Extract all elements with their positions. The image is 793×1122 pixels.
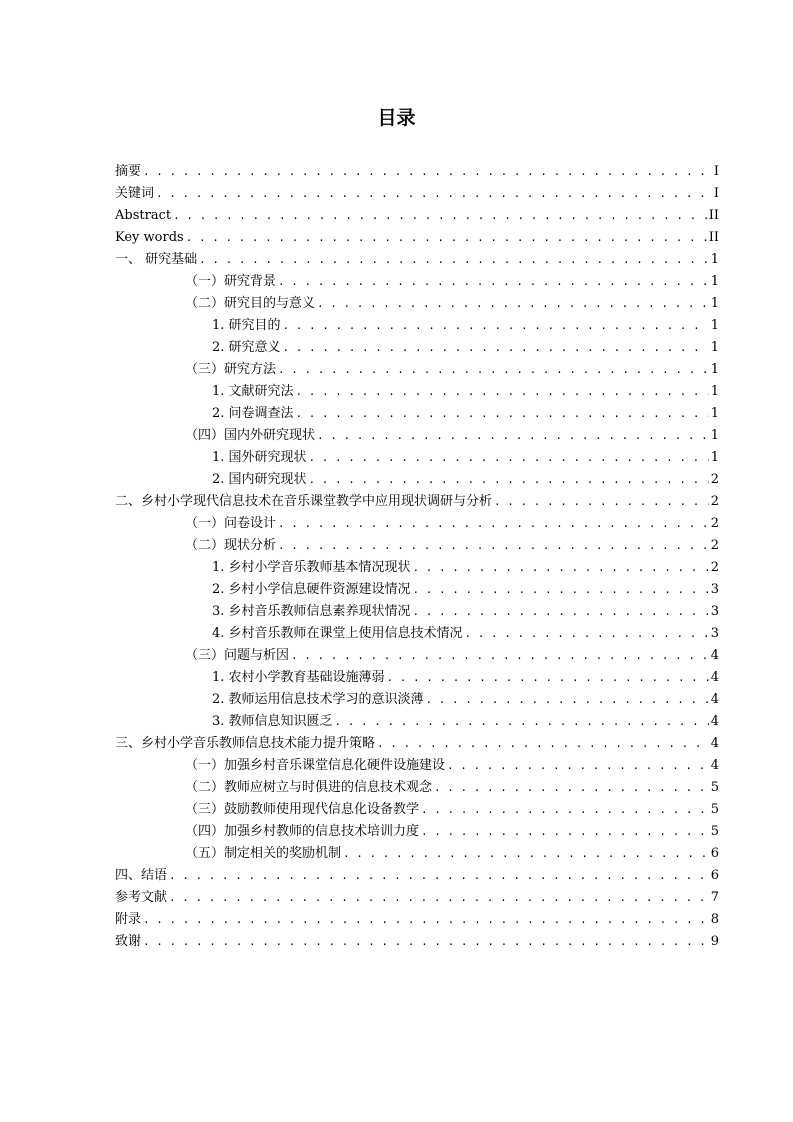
dot-leader <box>309 469 709 491</box>
toc-entry-label: （四）国内外研究现状 <box>185 428 316 443</box>
toc-entry-label: 四、结语 <box>115 868 168 883</box>
toc-entry[interactable] <box>115 161 719 183</box>
toc-entry-label: 一、 研究基础 <box>115 252 198 267</box>
toc-entry-page-number: 4 <box>710 692 719 707</box>
toc-entry[interactable] <box>115 381 719 403</box>
toc-entry-page-number: 1 <box>710 406 719 421</box>
dot-leader <box>343 843 709 865</box>
dot-leader <box>199 249 709 271</box>
toc-entry[interactable] <box>115 425 719 447</box>
toc-entry-page-number: 5 <box>710 824 719 839</box>
toc-entry-label: 3. 教师信息知识匮乏 <box>212 714 333 729</box>
toc-entry[interactable] <box>115 799 719 821</box>
toc-entry-label: 1. 文献研究法 <box>212 384 294 399</box>
page-title: 目录 <box>377 107 416 129</box>
toc-entry[interactable] <box>115 249 719 271</box>
dot-leader <box>278 359 709 381</box>
toc-entry-label: 致谢 <box>115 934 142 949</box>
toc-entry[interactable] <box>115 909 719 931</box>
toc-entry-page-number: 4 <box>710 714 719 729</box>
toc-entry[interactable] <box>115 359 719 381</box>
toc-entry-page-number: 1 <box>710 318 719 333</box>
toc-entry-page-number: I <box>713 164 719 179</box>
toc-entry-page-number: 2 <box>710 560 719 575</box>
dot-leader <box>283 315 709 337</box>
toc-entry-page-number: 2 <box>710 494 719 509</box>
toc-entry-page-number: 4 <box>710 758 719 773</box>
toc-entry-page-number: 8 <box>710 912 719 927</box>
toc-entry[interactable] <box>115 535 719 557</box>
toc-entry-label: 关键词 <box>115 186 155 201</box>
toc-entry-label: 1. 国外研究现状 <box>212 450 307 465</box>
toc-entry[interactable] <box>115 293 719 315</box>
toc-entry[interactable] <box>115 623 719 645</box>
dot-leader <box>434 777 709 799</box>
toc-entry-label: （二）研究目的与意义 <box>185 296 316 311</box>
toc-entry[interactable] <box>115 513 719 535</box>
toc-entry-label: 1. 农村小学教育基础设施薄弱 <box>212 670 385 685</box>
toc-entry[interactable] <box>115 315 719 337</box>
toc-entry-label: （三）问题与析因 <box>185 648 290 663</box>
dot-leader <box>296 403 709 425</box>
toc-entry-page-number: 2 <box>710 538 719 553</box>
dot-leader <box>426 689 709 711</box>
dot-leader <box>335 711 709 733</box>
toc-entry[interactable] <box>115 755 719 777</box>
dot-leader <box>387 667 709 689</box>
toc-entry-page-number: 1 <box>710 340 719 355</box>
toc-entry-label: 三、乡村小学音乐教师信息技术能力提升策略 <box>115 736 376 751</box>
dot-leader <box>317 293 709 315</box>
toc-entry-label: 2. 乡村小学信息硬件资源建设情况 <box>212 582 411 597</box>
toc-entry-label: 2. 问卷调查法 <box>212 406 294 421</box>
toc-entry-page-number: II <box>708 208 719 223</box>
toc-entry-page-number: 1 <box>710 450 719 465</box>
dot-leader <box>143 909 709 931</box>
dot-leader <box>296 381 709 403</box>
toc-entry[interactable] <box>115 689 719 711</box>
toc-entry[interactable] <box>115 887 719 909</box>
toc-entry-label: （四）加强乡村教师的信息技术培训力度 <box>185 824 420 839</box>
toc-entry[interactable] <box>115 205 719 227</box>
toc-entry-page-number: 6 <box>710 846 719 861</box>
dot-leader <box>494 491 709 513</box>
toc-entry[interactable] <box>115 667 719 689</box>
toc-entry-label: 1. 研究目的 <box>212 318 281 333</box>
toc-entry-label: 二、乡村小学现代信息技术在音乐课堂教学中应用现状调研与分析 <box>115 494 493 509</box>
dot-leader <box>169 865 709 887</box>
toc-entry[interactable] <box>115 711 719 733</box>
toc-entry-page-number: 1 <box>710 362 719 377</box>
toc-entry-label: 摘要 <box>115 164 142 179</box>
toc-entry[interactable] <box>115 931 719 953</box>
toc-entry-page-number: 5 <box>710 802 719 817</box>
toc-entry-page-number: 1 <box>710 384 719 399</box>
toc-entry[interactable] <box>115 843 719 865</box>
toc-entry-label: （三）研究方法 <box>185 362 277 377</box>
dot-leader <box>278 271 709 293</box>
dot-leader <box>413 557 709 579</box>
toc-entry-page-number: 4 <box>710 670 719 685</box>
dot-leader <box>143 161 711 183</box>
toc-entry[interactable] <box>115 403 719 425</box>
toc-entry-page-number: 4 <box>710 648 719 663</box>
toc-entry[interactable] <box>115 491 719 513</box>
dot-leader <box>278 513 709 535</box>
dot-leader <box>421 799 709 821</box>
toc-entry-label: Abstract <box>115 208 172 223</box>
toc-entry[interactable] <box>115 601 719 623</box>
toc-entry-label: 参考文献 <box>115 890 168 905</box>
toc-entry[interactable] <box>115 645 719 667</box>
toc-entry-page-number: 4 <box>710 736 719 751</box>
toc-entry-page-number: 2 <box>710 472 719 487</box>
toc-entry-label: （二）教师应树立与时俱进的信息技术观念 <box>185 780 433 795</box>
toc-entry-page-number: 3 <box>710 582 719 597</box>
toc-entry-label: 4. 乡村音乐教师在课堂上使用信息技术情况 <box>212 626 463 641</box>
dot-leader <box>309 447 709 469</box>
toc-entry-page-number: 1 <box>710 252 719 267</box>
toc-entry-page-number: II <box>708 230 719 245</box>
dot-leader <box>465 623 709 645</box>
toc-entry-page-number: 7 <box>710 890 719 905</box>
toc-entry-page-number: 3 <box>710 626 719 641</box>
dot-leader <box>413 579 709 601</box>
toc-entry-page-number: 5 <box>710 780 719 795</box>
toc-entry[interactable] <box>115 469 719 491</box>
dot-leader <box>291 645 709 667</box>
toc-entry-label: （五）制定相关的奖励机制 <box>185 846 342 861</box>
toc-entry-page-number: 6 <box>710 868 719 883</box>
toc-entry-page-number: 3 <box>710 604 719 619</box>
toc-entry[interactable] <box>115 183 719 205</box>
dot-leader <box>169 887 709 909</box>
dot-leader <box>413 601 709 623</box>
toc-entry[interactable] <box>115 447 719 469</box>
dot-leader <box>447 755 709 777</box>
dot-leader <box>283 337 709 359</box>
toc-entry[interactable] <box>115 227 719 249</box>
toc-entry-page-number: 1 <box>710 274 719 289</box>
toc-entry[interactable] <box>115 271 719 293</box>
toc-entry-page-number: 1 <box>710 296 719 311</box>
toc-entry-page-number: 9 <box>710 934 719 949</box>
dot-leader <box>317 425 709 447</box>
toc-entry-label: 1. 乡村小学音乐教师基本情况现状 <box>212 560 411 575</box>
toc-entry[interactable] <box>115 579 719 601</box>
toc-entry-label: （二）现状分析 <box>185 538 277 553</box>
toc-entry-label: 2. 教师运用信息技术学习的意识淡薄 <box>212 692 424 707</box>
toc-entry-label: （一）加强乡村音乐课堂信息化硬件设施建设 <box>185 758 446 773</box>
dot-leader <box>173 205 707 227</box>
dot-leader <box>143 931 709 953</box>
toc-entry[interactable] <box>115 821 719 843</box>
toc-entry-label: 2. 研究意义 <box>212 340 281 355</box>
toc-entry-label: （一）研究背景 <box>185 274 277 289</box>
table-of-contents <box>115 161 719 953</box>
toc-entry[interactable] <box>115 337 719 359</box>
toc-entry[interactable] <box>115 865 719 887</box>
toc-entry-page-number: 2 <box>710 516 719 531</box>
toc-entry[interactable] <box>115 733 719 755</box>
toc-entry-label: 3. 乡村音乐教师信息素养现状情况 <box>212 604 411 619</box>
toc-entry-label: 2. 国内研究现状 <box>212 472 307 487</box>
dot-leader <box>186 227 707 249</box>
toc-entry-page-number: 1 <box>710 428 719 443</box>
toc-entry[interactable] <box>115 557 719 579</box>
toc-entry-label: （一）问卷设计 <box>185 516 277 531</box>
dot-leader <box>278 535 709 557</box>
dot-leader <box>421 821 709 843</box>
toc-entry-label: 附录 <box>115 912 142 927</box>
dot-leader <box>156 183 711 205</box>
toc-entry-label: Key words <box>115 230 184 245</box>
toc-entry[interactable] <box>115 777 719 799</box>
toc-entry-page-number: I <box>713 186 719 201</box>
dot-leader <box>377 733 709 755</box>
toc-entry-label: （三）鼓励教师使用现代信息化设备教学 <box>185 802 420 817</box>
